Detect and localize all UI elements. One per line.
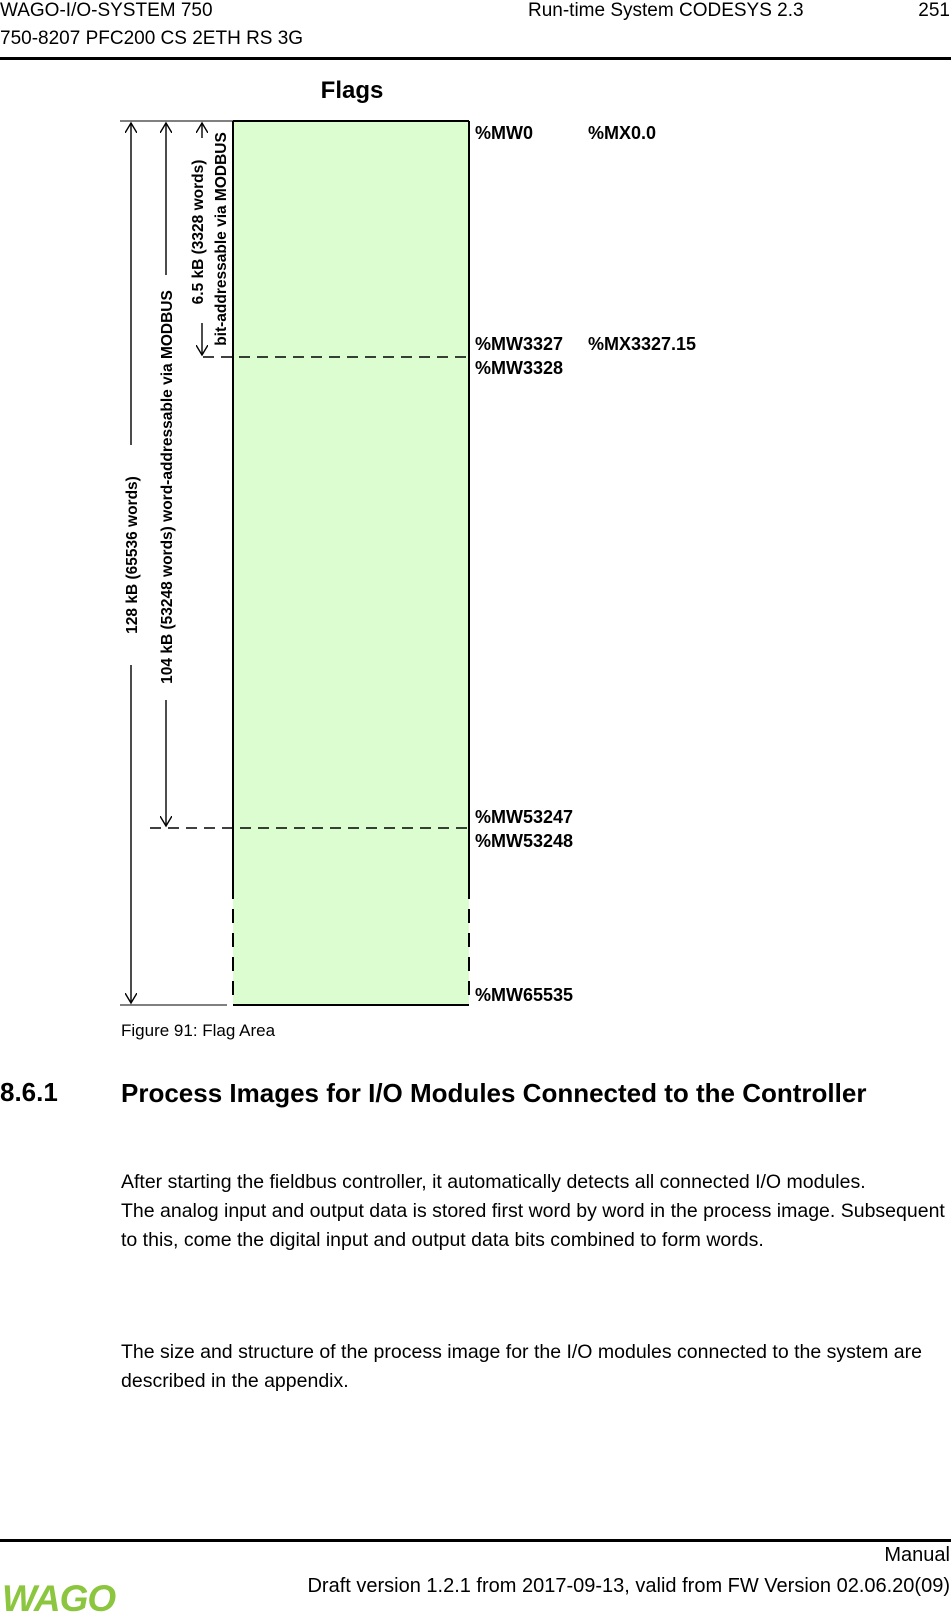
section-number: 8.6.1	[0, 1077, 58, 1107]
total-size-label: 128 kB (65536 words)	[124, 476, 141, 634]
paragraph-detection-and-storage	[121, 1168, 951, 1255]
paragraph-line: The analog input and output data is stored first word by word in the process image. Subsequent to this, come the digital input and output data bits combined to form words.	[121, 1200, 945, 1251]
address-word-end: %MW53247	[475, 807, 574, 827]
wago-logo	[0, 1578, 124, 1616]
header-chapter: Run-time System CODESYS 2.3	[528, 0, 804, 21]
word-addressable-label: 104 kB (53248 words) word-addressable via MODBUS	[159, 290, 176, 684]
header-product-line: WAGO-I/O-SYSTEM 750	[0, 0, 213, 21]
footer-manual: Manual	[884, 1544, 950, 1566]
address-rest-start: %MW53248	[475, 831, 574, 851]
address-word-start: %MW3328	[475, 358, 564, 378]
wago-logo-text: WAGO	[2, 1578, 116, 1616]
bit-addressable-label: bit-addressable via MODBUS	[213, 132, 230, 346]
address-rest-end: %MW65535	[475, 985, 574, 1005]
address-bit-end-word: %MW3327	[475, 334, 564, 354]
bit-size-label: 6.5 kB (3328 words)	[190, 159, 207, 305]
address-start-bit: %MX0.0	[588, 123, 657, 143]
figure-title: Flags	[320, 77, 384, 104]
address-start-word: %MW0	[475, 123, 533, 143]
page-number: 251	[918, 0, 950, 21]
paragraph-line: After starting the fieldbus controller, it automatically detects all connected I/O modules.	[121, 1171, 866, 1193]
footer-draft-version: Draft version 1.2.1 from 2017-09-13, valid from FW Version 02.06.20(09)	[307, 1575, 950, 1597]
footer-rule	[0, 1539, 951, 1542]
address-bit-end-bit: %MX3327.15	[588, 334, 697, 354]
section-title: Process Images for I/O Modules Connected to the Controller	[121, 1078, 867, 1108]
paragraph-appendix: The size and structure of the process image for the I/O modules connected to the system are described in the appendix.	[121, 1341, 922, 1392]
flag-memory-area	[233, 121, 469, 1005]
header-device: 750-8207 PFC200 CS 2ETH RS 3G	[0, 28, 304, 49]
figure-caption: Figure 91: Flag Area	[121, 1021, 276, 1040]
